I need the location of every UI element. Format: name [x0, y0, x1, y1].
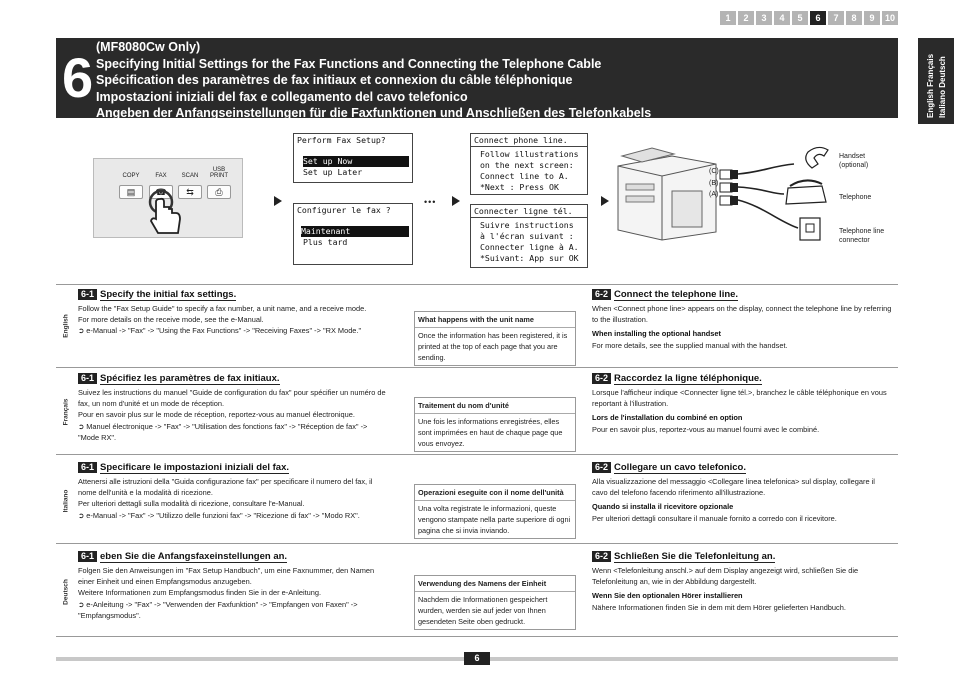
step-6-2-body: [592, 387, 892, 435]
step-6-2-body: [592, 476, 892, 524]
lcd-line: on the next screen:: [480, 160, 574, 170]
page-tab-1[interactable]: 1: [720, 11, 736, 25]
paragraph: Pour en savoir plus sur le mode de réception, reportez-vous au manuel électronique.: [78, 410, 355, 420]
manual-reference: [78, 510, 390, 521]
printer-connection-diagram: [612, 136, 842, 260]
lcd-line: Connecter ligne à A.: [480, 242, 579, 252]
step-badge: 6-2: [592, 551, 611, 562]
paragraph: When <Connect phone line> appears on the display, connect the telephone line by referring to the illustration.: [592, 304, 892, 325]
arrow-icon: [274, 196, 282, 206]
lang-tab-col2: Italiano Deutsch: [938, 56, 947, 118]
title-line-1: (MF8080Cw Only): [96, 40, 201, 54]
usb-key-icon: ⎙: [207, 185, 231, 199]
usb-print-label: USB PRINT: [210, 167, 228, 179]
note-text: Nachdem die Informationen gespeichert wurden, werden sie auf jeder von Ihnen gesendeten Seite oben gedruckt.: [418, 595, 548, 626]
heading-text: Specify the initial fax settings.: [100, 289, 237, 300]
control-panel-illustration: [93, 158, 243, 238]
step-6-1-heading: [78, 551, 287, 562]
paragraph: Attenersi alle istruzioni della "Guida configurazione fax" per specificare il numero del fax, il nome dell'unità e la modalità di ricezione.: [78, 477, 373, 498]
heading-text: Connect the telephone line.: [614, 289, 739, 300]
step-badge: 6-1: [78, 462, 97, 473]
fax-key-icon: ☎: [149, 185, 173, 199]
arrow-circle-icon: ➲: [78, 510, 87, 520]
heading-text: Raccordez la ligne téléphonique.: [614, 373, 762, 384]
step-badge: 6-1: [78, 373, 97, 384]
note-box: [414, 397, 576, 452]
step-6-2-heading: [592, 373, 762, 384]
step-number: 6: [62, 46, 94, 109]
scan-label: SCAN: [181, 173, 199, 179]
handset-label: Handset (optional): [839, 153, 869, 169]
language-label: Français: [62, 398, 70, 425]
arrow-circle-icon: ➲: [78, 421, 87, 431]
lcd-screen-english: [293, 133, 413, 183]
step-badge: 6-1: [78, 289, 97, 300]
paragraph: Weitere Informationen zum Empfangsmodus finden Sie in der e-Anleitung.: [78, 588, 322, 598]
manual-path: Manuel électronique -> "Fax" -> "Utilisation des fonctions fax" -> "Réception de fax" -> "Mode RX".: [78, 421, 368, 442]
step-6-2-body: [592, 565, 892, 613]
title-line-2: Specifying Initial Settings for the Fax Functions and Connecting the Telephone Cable: [96, 56, 602, 71]
section-it: [56, 458, 898, 544]
note-text: Une fois les informations enregistrées, elles sont imprimées en haut de chaque page que vous envoyez.: [418, 417, 563, 448]
lcd-line: Suivre instructions: [480, 220, 574, 230]
page-tab-2[interactable]: 2: [738, 11, 754, 25]
telephone-line-connector-label: Telephone line connector: [839, 228, 885, 244]
section-fr: [56, 369, 898, 455]
subheading: [592, 328, 892, 339]
paragraph: Per ulteriori dettagli consultare il manuale fornito a corredo con il ricevitore.: [592, 513, 837, 523]
heading-text: Schließen Sie die Telefonleitung an.: [614, 551, 776, 562]
page-tab-5[interactable]: 5: [792, 11, 808, 25]
lcd-line: Connect line to A.: [480, 171, 569, 181]
arrow-circle-icon: ➲: [78, 326, 87, 336]
lcd-title: Connect phone line.: [471, 135, 587, 147]
page-tab-3[interactable]: 3: [756, 11, 772, 25]
manual-reference: [78, 325, 390, 336]
step-6-1-body: [78, 476, 390, 521]
lcd-screen-connect-en: [470, 133, 588, 195]
lang-tab-col1: English Français: [926, 53, 935, 118]
port-a-label: (A): [709, 191, 719, 198]
pressing-finger-icon: [142, 189, 192, 237]
telephone-icon: [786, 180, 826, 204]
ellipsis-arrow-icon: •••: [424, 197, 437, 207]
copy-label: COPY: [122, 173, 140, 179]
paragraph: Per ulteriori dettagli sulla modalità di ricezione, consultare l'e-Manual.: [78, 499, 305, 509]
note-title: What happens with the unit name: [415, 314, 575, 328]
page-tab-9[interactable]: 9: [864, 11, 880, 25]
title-line-3: Spécification des paramètres de fax initiaux et connexion du câble téléphonique: [96, 73, 573, 88]
scan-key-icon: ⇆: [178, 185, 202, 199]
lcd-line: *Suivant: App sur OK: [480, 253, 579, 263]
arrow-icon: [601, 196, 609, 206]
title-line-4: Impostazioni iniziali del fax e collegamento del cavo telefonico: [96, 89, 468, 104]
page-tab-7[interactable]: 7: [828, 11, 844, 25]
lcd-option: Plus tard: [303, 237, 348, 247]
port-b-label: (B): [709, 180, 719, 187]
note-box: [414, 311, 576, 366]
note-title: Verwendung des Namens der Einheit: [415, 578, 575, 592]
heading-text: Collegare un cavo telefonico.: [614, 462, 746, 473]
language-label: Deutsch: [62, 578, 70, 605]
printer-icon: [618, 148, 719, 240]
step-6-2-heading: [592, 462, 746, 473]
section-language: [56, 547, 76, 636]
heading-text: Spécifiez les paramètres de fax initiaux.: [100, 373, 280, 384]
title-line-5: Angeben der Anfangseinstellungen für die Faxfunktionen und Anschließen des Telefonkabels: [96, 106, 652, 121]
phone-ports: [720, 170, 738, 205]
step-6-2-body: [592, 303, 892, 351]
lcd-option-selected: Maintenant: [301, 226, 409, 237]
page-tab-6[interactable]: 6: [810, 11, 826, 25]
page-navigation: [720, 11, 898, 25]
page-tab-4[interactable]: 4: [774, 11, 790, 25]
note-title: Operazioni eseguite con il nome dell'unità: [415, 487, 575, 501]
paragraph: For more details on the receive mode, see the e-Manual.: [78, 315, 264, 325]
manual-reference: [78, 421, 390, 443]
lcd-line: Follow illustrations: [480, 149, 579, 159]
lcd-title: Configurer le fax ?: [297, 205, 391, 215]
handset-icon: [806, 147, 828, 168]
paragraph: Follow the "Fax Setup Guide" to specify a fax number, a unit name, and a receive mode.: [78, 304, 367, 313]
section-language: [56, 369, 76, 454]
page-tab-8[interactable]: 8: [846, 11, 862, 25]
subheading: [592, 590, 892, 601]
paragraph: Pour en savoir plus, reportez-vous au manuel fourni avec le combiné.: [592, 424, 820, 434]
lcd-title: Connecter ligne tél.: [471, 206, 587, 218]
heading-text: Specificare le impostazioni iniziali del fax.: [100, 462, 290, 473]
note-title: Traitement du nom d'unité: [415, 400, 575, 414]
note-box: [414, 575, 576, 630]
heading-text: eben Sie die Anfangsfaxeinstellungen an.: [100, 551, 288, 562]
paragraph: For more details, see the supplied manual with the handset.: [592, 340, 788, 350]
section-language: [56, 458, 76, 543]
step-6-1-heading: [78, 373, 280, 384]
telephone-label: Telephone: [839, 194, 872, 201]
lcd-line: à l'écran suivant :: [480, 231, 574, 241]
section-de: [56, 547, 898, 637]
manual-path: e-Manual -> "Fax" -> "Utilizzo delle funzioni fax" -> "Ricezione di fax" -> "Modo RX".: [86, 510, 360, 520]
section-language: [56, 285, 76, 367]
paragraph: Lorsque l'afficheur indique <Connecter ligne tél.>, branchez le câble téléphonique en vous reportant à l'illustration.: [592, 388, 887, 409]
step-badge: 6-2: [592, 462, 611, 473]
step-6-1-heading: [78, 462, 289, 473]
manual-reference: [78, 599, 390, 621]
lcd-screen-connect-fr: [470, 204, 588, 268]
lcd-option: Set up Later: [303, 167, 363, 177]
step-6-2-heading: [592, 289, 738, 300]
note-box: [414, 484, 576, 539]
copy-key-icon: ▤: [119, 185, 143, 199]
note-text: Una volta registrate le informazioni, queste vengono stampate nella parte superiore di ogni pagina che si invia inviando.: [418, 504, 571, 535]
step-badge: 6-1: [78, 551, 97, 562]
subheading-text: Quando si installa il ricevitore opzionale: [592, 502, 734, 512]
manual-path: e-Manual -> "Fax" -> "Using the Fax Functions" -> "Receiving Faxes" -> "RX Mode.": [86, 326, 362, 336]
subheading-text: Wenn Sie den optionalen Hörer installieren: [592, 591, 743, 601]
step-badge: 6-2: [592, 373, 611, 384]
step-6-1-body: [78, 303, 390, 337]
section-header: [56, 38, 898, 121]
paragraph: Folgen Sie den Anweisungen im "Fax Setup Handbuch", um eine Faxnummer, den Namen einer Einheit und einen Empfangsmodus anzugeben.: [78, 566, 375, 587]
paragraph: Suivez les instructions du manuel "Guide de configuration du fax" pour spécifier un numéro de fax, un nom d'unité et un mode de réception.: [78, 388, 386, 409]
header-titles: [96, 39, 651, 122]
step-6-1-body: [78, 387, 390, 443]
step-badge: 6-2: [592, 289, 611, 300]
subheading: [592, 501, 892, 512]
wall-connector-icon: [800, 218, 820, 240]
subheading-text: Lors de l'installation du combiné en option: [592, 413, 743, 423]
page-tab-10[interactable]: 10: [882, 11, 898, 25]
subheading-text: When installing the optional handset: [592, 329, 721, 339]
section-en: [56, 284, 898, 368]
lcd-title: Perform Fax Setup?: [297, 135, 386, 145]
step-6-1-heading: [78, 289, 236, 300]
lcd-screen-french: [293, 203, 413, 265]
paragraph: Wenn <Telefonleitung anschl.> auf dem Display angezeigt wird, schließen Sie die Telefonleitung an, wie in der Abbildung dargestellt.: [592, 566, 859, 587]
note-text: Once the information has been registered, it is printed at the top of each page that you are sending.: [418, 331, 568, 362]
port-c-label: (C): [709, 168, 719, 175]
subheading: [592, 412, 892, 423]
step-6-2-heading: [592, 551, 775, 562]
language-tab: [918, 38, 954, 124]
step-6-1-body: [78, 565, 390, 621]
language-label: Italiano: [62, 489, 70, 512]
lcd-line: *Next : Press OK: [480, 182, 559, 192]
arrow-icon: [452, 196, 460, 206]
page-number: 6: [464, 652, 490, 665]
paragraph: Alla visualizzazione del messaggio <Collegare linea telefonica> sul display, collegare il cavo del telefono facendo riferimento all'illustrazione.: [592, 477, 875, 498]
lcd-option-selected: Set up Now: [303, 156, 409, 167]
language-label: English: [62, 314, 70, 338]
arrow-circle-icon: ➲: [78, 599, 87, 609]
paragraph: Nähere Informationen finden Sie in dem mit dem Hörer gelieferten Handbuch.: [592, 602, 846, 612]
fax-label: FAX: [155, 173, 167, 179]
manual-path: e-Anleitung -> "Fax" -> "Verwenden der Faxfunktion" -> "Empfangen von Faxen" -> "Empfangsmodus".: [78, 599, 358, 620]
